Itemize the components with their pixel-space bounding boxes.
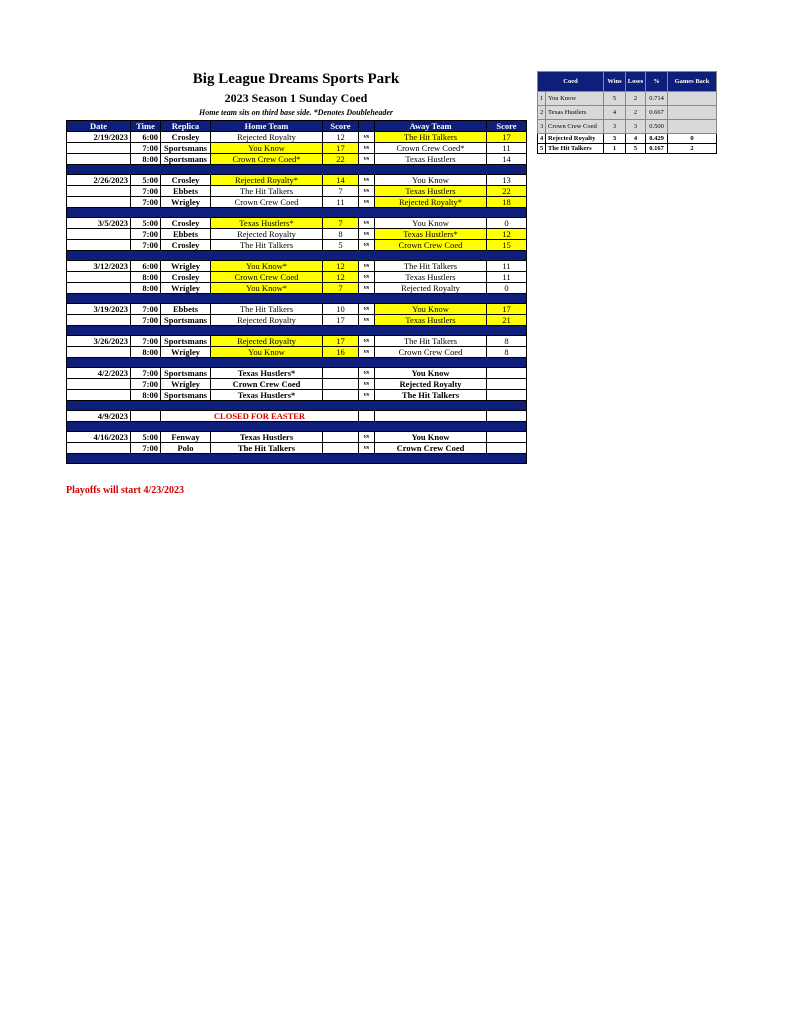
game-date (67, 197, 131, 208)
col-date: Date (67, 121, 131, 132)
away-score: 14 (487, 154, 527, 165)
vs-cell: vs (359, 347, 375, 358)
game-time: 8:00 (131, 154, 161, 165)
schedule-row (67, 261, 527, 272)
schedule-row (67, 304, 527, 315)
home-score: 22 (323, 154, 359, 165)
game-replica: Sportsmans (161, 368, 211, 379)
home-team: You Know* (211, 283, 323, 294)
game-date: 2/26/2023 (67, 175, 131, 186)
game-date (67, 186, 131, 197)
team-rank: 4 (538, 134, 546, 144)
game-replica: Wrigley (161, 283, 211, 294)
game-date (67, 347, 131, 358)
game-date (67, 315, 131, 326)
game-replica: Crosley (161, 272, 211, 283)
team-games-back: 0 (668, 134, 717, 144)
team-pct: 0.500 (646, 120, 668, 134)
standings-col-wins: Wins (604, 72, 626, 92)
away-team (375, 411, 487, 422)
home-score (323, 443, 359, 454)
week-separator (67, 326, 527, 336)
game-date (67, 272, 131, 283)
standings-row (538, 92, 717, 106)
home-score (323, 379, 359, 390)
week-separator (67, 208, 527, 218)
game-replica: Wrigley (161, 347, 211, 358)
home-score: 12 (323, 132, 359, 143)
game-replica: Wrigley (161, 197, 211, 208)
game-date (67, 229, 131, 240)
away-score (487, 390, 527, 401)
col-replica: Replica (161, 121, 211, 132)
separator-bar (67, 454, 527, 464)
team-rank: 5 (538, 144, 546, 154)
schedule-row (67, 218, 527, 229)
away-score: 22 (487, 186, 527, 197)
schedule-row (67, 411, 527, 422)
closed-notice: CLOSED FOR EASTER (161, 411, 359, 422)
away-team: You Know (375, 175, 487, 186)
game-time: 8:00 (131, 347, 161, 358)
home-team: The Hit Talkers (211, 186, 323, 197)
col-vs (359, 121, 375, 132)
away-score (487, 443, 527, 454)
home-team: The Hit Talkers (211, 304, 323, 315)
week-separator (67, 454, 527, 464)
away-score: 17 (487, 132, 527, 143)
vs-cell: vs (359, 261, 375, 272)
game-time: 5:00 (131, 432, 161, 443)
week-separator (67, 165, 527, 175)
game-time: 8:00 (131, 390, 161, 401)
home-score (323, 432, 359, 443)
away-team: Crown Crew Coed* (375, 143, 487, 154)
team-pct: 0.429 (646, 134, 668, 144)
col-home-score: Score (323, 121, 359, 132)
away-team: You Know (375, 368, 487, 379)
team-wins: 3 (604, 134, 626, 144)
game-date: 4/9/2023 (67, 411, 131, 422)
standings-col-pct: % (646, 72, 668, 92)
away-score: 11 (487, 143, 527, 154)
home-team: The Hit Talkers (211, 443, 323, 454)
team-name: Rejected Royalty (546, 134, 604, 144)
game-time: 7:00 (131, 186, 161, 197)
game-replica: Sportsmans (161, 390, 211, 401)
home-score: 7 (323, 218, 359, 229)
home-team: Crown Crew Coed (211, 379, 323, 390)
standings-row (538, 120, 717, 134)
home-team: Texas Hustlers (211, 432, 323, 443)
team-rank: 1 (538, 92, 546, 106)
away-team: Texas Hustlers (375, 315, 487, 326)
home-score: 16 (323, 347, 359, 358)
game-replica: Ebbets (161, 304, 211, 315)
home-team: Texas Hustlers* (211, 390, 323, 401)
schedule-row (67, 347, 527, 358)
standings-header-row (538, 72, 717, 92)
game-time: 8:00 (131, 272, 161, 283)
home-team: Rejected Royalty (211, 229, 323, 240)
vs-cell: vs (359, 218, 375, 229)
game-date (67, 443, 131, 454)
separator-bar (67, 422, 527, 432)
game-replica: Crosley (161, 218, 211, 229)
home-team: Crown Crew Coed (211, 272, 323, 283)
schedule-header-row (67, 121, 527, 132)
week-separator (67, 422, 527, 432)
separator-bar (67, 294, 527, 304)
home-score: 5 (323, 240, 359, 251)
team-pct: 0.714 (646, 92, 668, 106)
game-replica: Sportsmans (161, 143, 211, 154)
away-score: 11 (487, 272, 527, 283)
away-team: The Hit Talkers (375, 261, 487, 272)
away-score: 18 (487, 197, 527, 208)
team-loses: 2 (626, 92, 646, 106)
home-score: 8 (323, 229, 359, 240)
schedule-row (67, 154, 527, 165)
standings-col-loses: Loses (626, 72, 646, 92)
col-away-team: Away Team (375, 121, 487, 132)
game-time: 7:00 (131, 315, 161, 326)
standings-col-games-back: Games Back (668, 72, 717, 92)
game-replica: Crosley (161, 240, 211, 251)
vs-cell: vs (359, 304, 375, 315)
team-name: The Hit Talkers (546, 144, 604, 154)
game-time: 8:00 (131, 283, 161, 294)
away-team: Crown Crew Coed (375, 240, 487, 251)
game-time: 7:00 (131, 336, 161, 347)
schedule-row (67, 186, 527, 197)
home-score (323, 368, 359, 379)
away-team: Texas Hustlers (375, 154, 487, 165)
vs-cell: vs (359, 186, 375, 197)
game-time: 6:00 (131, 261, 161, 272)
playoffs-note: Playoffs will start 4/23/2023 (66, 485, 185, 496)
game-replica: Crosley (161, 132, 211, 143)
away-score: 8 (487, 336, 527, 347)
team-games-back (668, 106, 717, 120)
away-score (487, 368, 527, 379)
away-team: Crown Crew Coed (375, 443, 487, 454)
schedule-row (67, 197, 527, 208)
separator-bar (67, 251, 527, 261)
away-score: 13 (487, 175, 527, 186)
game-date: 2/19/2023 (67, 132, 131, 143)
vs-cell: vs (359, 336, 375, 347)
game-replica: Sportsmans (161, 154, 211, 165)
game-date: 4/2/2023 (67, 368, 131, 379)
vs-cell: vs (359, 283, 375, 294)
schedule-row (67, 175, 527, 186)
home-score: 7 (323, 186, 359, 197)
away-score: 0 (487, 283, 527, 294)
game-replica: Fenway (161, 432, 211, 443)
separator-bar (67, 358, 527, 368)
home-score: 14 (323, 175, 359, 186)
game-date (67, 283, 131, 294)
vs-cell (359, 411, 375, 422)
away-score: 0 (487, 218, 527, 229)
away-score: 21 (487, 315, 527, 326)
home-team: You Know (211, 347, 323, 358)
vs-cell: vs (359, 315, 375, 326)
team-loses: 3 (626, 120, 646, 134)
schedule-row (67, 272, 527, 283)
game-time: 7:00 (131, 304, 161, 315)
team-wins: 5 (604, 92, 626, 106)
away-team: You Know (375, 218, 487, 229)
game-date (67, 143, 131, 154)
game-time: 5:00 (131, 218, 161, 229)
standings-body (538, 92, 717, 154)
vs-cell: vs (359, 154, 375, 165)
schedule-row (67, 379, 527, 390)
away-team: You Know (375, 304, 487, 315)
team-name: Texas Hustlers (546, 106, 604, 120)
team-rank: 2 (538, 106, 546, 120)
away-team: The Hit Talkers (375, 336, 487, 347)
game-date: 3/19/2023 (67, 304, 131, 315)
schedule-row (67, 229, 527, 240)
schedule-row (67, 132, 527, 143)
schedule-row (67, 143, 527, 154)
home-team: You Know (211, 143, 323, 154)
game-time: 5:00 (131, 175, 161, 186)
away-score (487, 379, 527, 390)
game-date: 3/26/2023 (67, 336, 131, 347)
team-wins: 4 (604, 106, 626, 120)
home-team: Rejected Royalty* (211, 175, 323, 186)
away-team: The Hit Talkers (375, 390, 487, 401)
away-team: Rejected Royalty (375, 379, 487, 390)
game-replica: Crosley (161, 175, 211, 186)
vs-cell: vs (359, 432, 375, 443)
home-score: 11 (323, 197, 359, 208)
away-team: You Know (375, 432, 487, 443)
schedule-row (67, 432, 527, 443)
team-pct: 0.667 (646, 106, 668, 120)
game-time: 7:00 (131, 379, 161, 390)
schedule-row (67, 240, 527, 251)
week-separator (67, 358, 527, 368)
game-time: 7:00 (131, 443, 161, 454)
game-date: 3/12/2023 (67, 261, 131, 272)
game-time: 7:00 (131, 229, 161, 240)
col-home-team: Home Team (211, 121, 323, 132)
schedule-row (67, 390, 527, 401)
home-score: 17 (323, 315, 359, 326)
team-loses: 2 (626, 106, 646, 120)
game-time (131, 411, 161, 422)
game-date (67, 390, 131, 401)
game-date (67, 379, 131, 390)
away-team: Rejected Royalty* (375, 197, 487, 208)
team-games-back (668, 92, 717, 106)
vs-cell: vs (359, 229, 375, 240)
away-team: Rejected Royalty (375, 283, 487, 294)
separator-bar (67, 401, 527, 411)
home-team: Crown Crew Coed* (211, 154, 323, 165)
game-date: 3/5/2023 (67, 218, 131, 229)
standings-row (538, 106, 717, 120)
away-score (487, 411, 527, 422)
schedule-row (67, 283, 527, 294)
home-team: You Know* (211, 261, 323, 272)
col-time: Time (131, 121, 161, 132)
schedule-row (67, 336, 527, 347)
week-separator (67, 251, 527, 261)
home-score: 7 (323, 283, 359, 294)
team-name: Crown Crew Coed (546, 120, 604, 134)
game-time: 7:00 (131, 368, 161, 379)
away-score (487, 432, 527, 443)
home-team: Rejected Royalty (211, 132, 323, 143)
away-score: 8 (487, 347, 527, 358)
vs-cell: vs (359, 368, 375, 379)
schedule-note: Home team sits on third base side. *Denotes Doubleheader (199, 108, 393, 117)
game-replica: Sportsmans (161, 315, 211, 326)
game-replica: Wrigley (161, 261, 211, 272)
standings-row (538, 134, 717, 144)
separator-bar (67, 165, 527, 175)
vs-cell: vs (359, 379, 375, 390)
week-separator (67, 294, 527, 304)
schedule-row (67, 443, 527, 454)
game-date (67, 240, 131, 251)
season-subtitle: 2023 Season 1 Sunday Coed (224, 91, 368, 105)
home-team: The Hit Talkers (211, 240, 323, 251)
separator-bar (67, 326, 527, 336)
schedule-row (67, 368, 527, 379)
game-replica: Ebbets (161, 186, 211, 197)
page-title: Big League Dreams Sports Park (192, 71, 400, 87)
game-replica: Polo (161, 443, 211, 454)
team-wins: 3 (604, 120, 626, 134)
home-score (323, 390, 359, 401)
game-time: 7:00 (131, 240, 161, 251)
standings-table (537, 71, 717, 154)
game-time: 6:00 (131, 132, 161, 143)
vs-cell: vs (359, 443, 375, 454)
away-score: 11 (487, 261, 527, 272)
vs-cell: vs (359, 390, 375, 401)
away-score: 17 (487, 304, 527, 315)
game-date: 4/16/2023 (67, 432, 131, 443)
away-team: Texas Hustlers* (375, 229, 487, 240)
standings-row (538, 144, 717, 154)
away-team: The Hit Talkers (375, 132, 487, 143)
team-loses: 5 (626, 144, 646, 154)
home-score: 12 (323, 272, 359, 283)
game-time: 7:00 (131, 197, 161, 208)
away-team: Crown Crew Coed (375, 347, 487, 358)
away-score: 15 (487, 240, 527, 251)
team-games-back: 2 (668, 144, 717, 154)
away-score: 12 (487, 229, 527, 240)
separator-bar (67, 208, 527, 218)
team-name: You Know (546, 92, 604, 106)
schedule-row (67, 315, 527, 326)
game-replica: Wrigley (161, 379, 211, 390)
vs-cell: vs (359, 132, 375, 143)
home-team: Texas Hustlers* (211, 218, 323, 229)
home-team: Texas Hustlers* (211, 368, 323, 379)
schedule-body (67, 132, 527, 464)
standings-col-coed: Coed (538, 72, 604, 92)
vs-cell: vs (359, 143, 375, 154)
team-pct: 0.167 (646, 144, 668, 154)
team-rank: 3 (538, 120, 546, 134)
home-score: 17 (323, 336, 359, 347)
home-team: Rejected Royalty (211, 336, 323, 347)
home-team: Rejected Royalty (211, 315, 323, 326)
vs-cell: vs (359, 240, 375, 251)
away-team: Texas Hustlers (375, 186, 487, 197)
week-separator (67, 401, 527, 411)
away-team: Texas Hustlers (375, 272, 487, 283)
home-team: Crown Crew Coed (211, 197, 323, 208)
game-date (67, 154, 131, 165)
col-away-score: Score (487, 121, 527, 132)
team-wins: 1 (604, 144, 626, 154)
team-games-back (668, 120, 717, 134)
schedule-table (66, 120, 527, 464)
vs-cell: vs (359, 175, 375, 186)
game-replica: Ebbets (161, 229, 211, 240)
game-time: 7:00 (131, 143, 161, 154)
home-score: 12 (323, 261, 359, 272)
home-score: 17 (323, 143, 359, 154)
team-loses: 4 (626, 134, 646, 144)
vs-cell: vs (359, 272, 375, 283)
home-score: 10 (323, 304, 359, 315)
vs-cell: vs (359, 197, 375, 208)
game-replica: Sportsmans (161, 336, 211, 347)
